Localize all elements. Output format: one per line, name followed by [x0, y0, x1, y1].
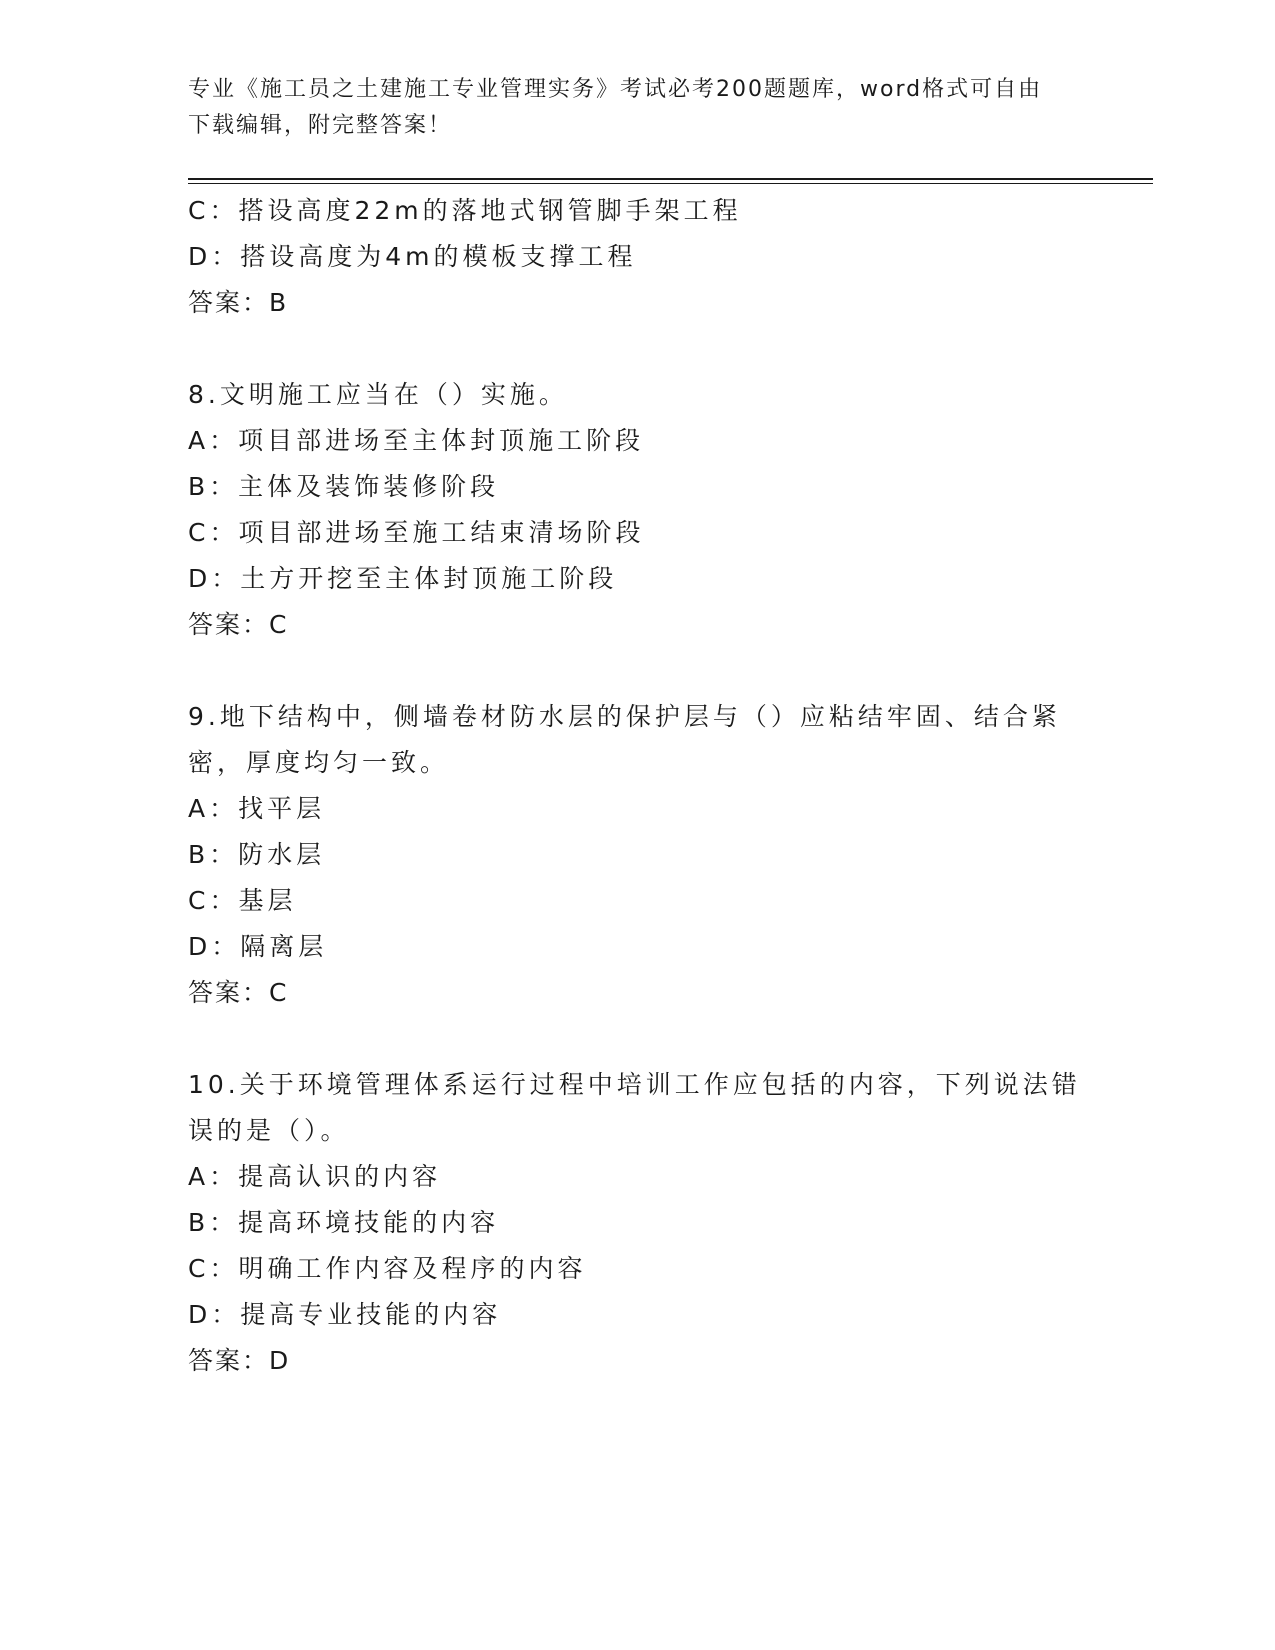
- spacer: [188, 1016, 1088, 1062]
- option-b: B：主体及装饰装修阶段: [188, 472, 500, 501]
- prev-question: [188, 188, 1088, 326]
- option-a: A：提高认识的内容: [188, 1162, 442, 1191]
- option-a: A：找平层: [188, 794, 326, 823]
- question-8: [188, 372, 1088, 648]
- header-line-2: 下载编辑，附完整答案！: [188, 113, 453, 138]
- answer-line: 答案：C: [188, 978, 289, 1007]
- question-stem-line-2: 误的是（）。: [188, 1116, 350, 1145]
- option-c: C：项目部进场至施工结束清场阶段: [188, 518, 645, 547]
- option-c: C：明确工作内容及程序的内容: [188, 1254, 587, 1283]
- question-stem-line-1: 10.关于环境管理体系运行过程中培训工作应包括的内容，下列说法错: [188, 1070, 1081, 1099]
- header-line-1: 专业《施工员之土建施工专业管理实务》考试必考200题题库，word格式可自由: [188, 77, 1043, 102]
- question-9: [188, 694, 1088, 1016]
- spacer: [188, 326, 1088, 372]
- option-c: C：搭设高度22m的落地式钢管脚手架工程: [188, 196, 742, 225]
- question-stem: 8.文明施工应当在（）实施。: [188, 380, 568, 409]
- option-b: B：提高环境技能的内容: [188, 1208, 500, 1237]
- spacer: [188, 648, 1088, 694]
- option-d: D：土方开挖至主体封顶施工阶段: [188, 564, 618, 593]
- question-stem-line-1: 9.地下结构中，侧墙卷材防水层的保护层与（）应粘结牢固、结合紧: [188, 702, 1061, 731]
- document-body: [188, 188, 1088, 1384]
- question-10: [188, 1062, 1088, 1384]
- answer-line: 答案：C: [188, 610, 289, 639]
- document-header: [188, 72, 1068, 144]
- option-b: B：防水层: [188, 840, 326, 869]
- option-a: A：项目部进场至主体封顶施工阶段: [188, 426, 645, 455]
- answer-line: 答案：B: [188, 288, 289, 317]
- option-c: C：基层: [188, 886, 297, 915]
- option-d: D：隔离层: [188, 932, 328, 961]
- question-stem-line-2: 密，厚度均匀一致。: [188, 748, 450, 777]
- answer-line: 答案：D: [188, 1346, 291, 1375]
- option-d: D：提高专业技能的内容: [188, 1300, 502, 1329]
- header-divider: [188, 178, 1153, 184]
- option-d: D：搭设高度为4m的模板支撑工程: [188, 242, 637, 271]
